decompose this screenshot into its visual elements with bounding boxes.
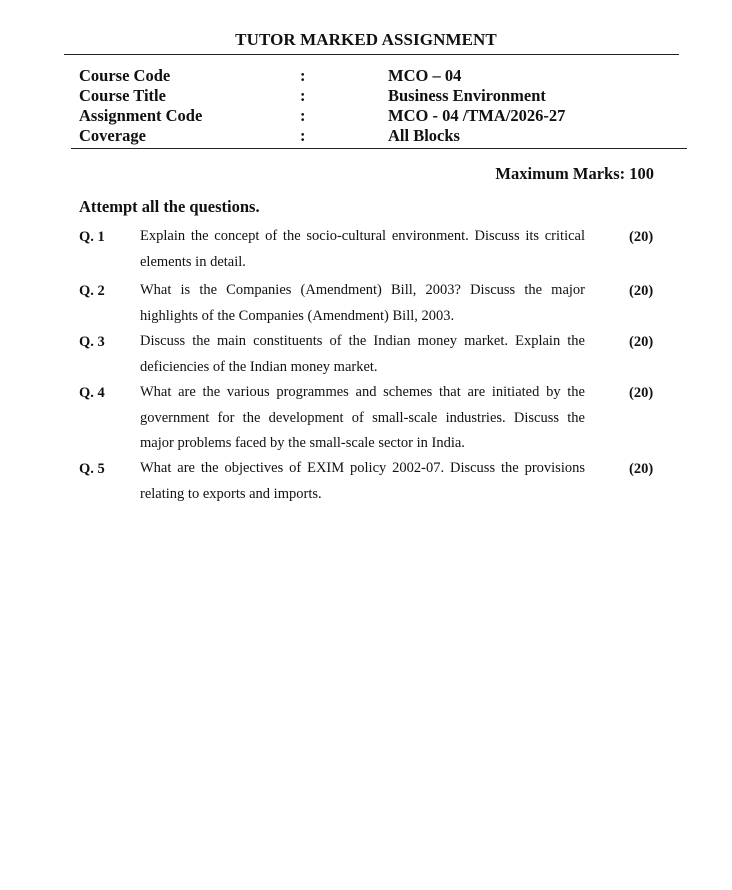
top-divider: [64, 54, 679, 55]
question-text: What is the Companies (Amendment) Bill, 2003? Discuss the major highlights of the Companies (Amendment) Bill, 2003.: [140, 282, 585, 324]
question-number: Q. 4: [79, 385, 105, 401]
course-code-colon: :: [300, 66, 306, 85]
info-row-course-title: [0, 86, 732, 106]
coverage-value: All Blocks: [388, 126, 460, 145]
question-number: Q. 5: [79, 461, 105, 477]
question-text: What are the objectives of EXIM policy 2002-07. Discuss the provisions relating to exports and imports.: [140, 460, 585, 502]
question-text: Explain the concept of the socio-cultural environment. Discuss its critical elements in detail.: [140, 228, 585, 270]
assignment-code-label: Assignment Code: [79, 106, 203, 125]
maximum-marks: Maximum Marks: 100: [495, 164, 654, 183]
instruction-text: Attempt all the questions.: [79, 197, 260, 216]
info-row-course-code: [0, 66, 732, 86]
course-title-colon: :: [300, 86, 306, 105]
coverage-colon: :: [300, 126, 306, 145]
course-title-value: Business Environment: [388, 86, 546, 105]
question-text: Discuss the main constituents of the Indian money market. Explain the deficiencies of the Indian money market.: [140, 333, 585, 375]
assignment-code-value: MCO - 04 /TMA/2026-27: [388, 106, 566, 125]
coverage-label: Coverage: [79, 126, 146, 145]
course-title-label: Course Title: [79, 86, 166, 105]
question-text: What are the various programmes and schemes that are initiated by the government for the development of small-scale industries. Discuss the major problems faced by the small-scale sector in India.: [140, 384, 585, 451]
info-row-assignment-code: [0, 106, 732, 126]
question-number: Q. 3: [79, 334, 105, 350]
course-code-value: MCO – 04: [388, 66, 462, 85]
question-marks: (20): [629, 385, 654, 401]
info-row-coverage: [0, 126, 732, 146]
bottom-divider: [71, 148, 687, 149]
question-marks: (20): [629, 283, 654, 299]
question-marks: (20): [629, 334, 654, 350]
course-code-label: Course Code: [79, 66, 171, 85]
assignment-code-colon: :: [300, 106, 306, 125]
question-number: Q. 1: [79, 229, 105, 245]
question-marks: (20): [629, 229, 654, 245]
document-title: TUTOR MARKED ASSIGNMENT: [235, 30, 497, 49]
question-marks: (20): [629, 461, 654, 477]
question-number: Q. 2: [79, 283, 105, 299]
